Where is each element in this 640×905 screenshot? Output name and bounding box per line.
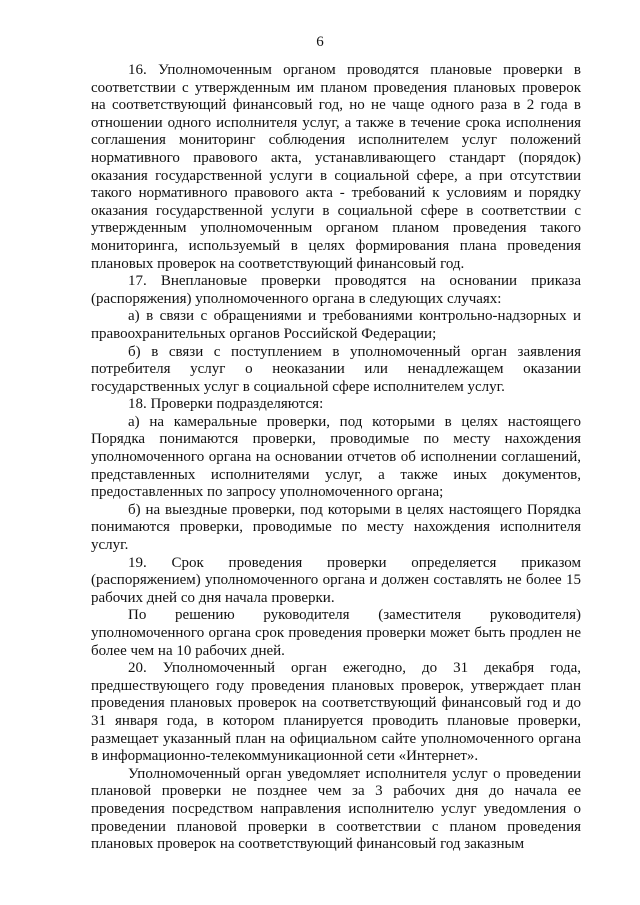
paragraph-17-a: а) в связи с обращениями и требованиями контрольно-надзорных и правоохранительных органов Российской Федерации;: [91, 308, 581, 342]
paragraph-18-a: а) на камеральные проверки, под которыми в целях настоящего Порядка понимаются проверки, проводимые по месту нахождения уполномоченного органа на основании отчетов об исполнении соглашений, представленных исполнителями услуг, а также иных документов, предоставленных по запросу уполномоченного органа;: [91, 413, 581, 501]
paragraph-19-extension: По решению руководителя (заместителя руководителя) уполномоченного органа срок проведения проверки может быть продлен не более чем на 10 рабочих дней.: [91, 607, 581, 659]
paragraph-16: 16. Уполномоченным органом проводятся плановые проверки в соответствии с утвержденным им планом проведения плановых проверок на соответствующий финансовый год, но не чаще одного раза в 2 года в отношении одного исполнителя услуг, а также в течение срока исполнения соглашения мониторинг соблюдения исполнителем услуг положений нормативного правового акта, устанавливающего стандарт (порядок) оказания государственной услуги в социальной сфере, а при отсутствии такого нормативного правового акта - требований к условиям и порядку оказания государственной услуги в социальной сфере в соответствии с утвержденным уполномоченным органом планом проведения такого мониторинга, используемый в целях формирования плана проведения плановых проверок на соответствующий финансовый год.: [91, 62, 581, 272]
document-body: [91, 62, 581, 854]
paragraph-19: 19. Срок проведения проверки определяется приказом (распоряжением) уполномоченного органа и должен составлять не более 15 рабочих дней со дня начала проверки.: [91, 554, 581, 606]
paragraph-17-b: б) в связи с поступлением в уполномоченный орган заявления потребителя услуг о неоказании или ненадлежащем оказании государственных услуг в социальной сфере исполнителем услуг.: [91, 343, 581, 395]
paragraph-17: 17. Внеплановые проверки проводятся на основании приказа (распоряжения) уполномоченного органа в следующих случаях:: [91, 273, 581, 307]
paragraph-18-b: б) на выездные проверки, под которыми в целях настоящего Порядка понимаются проверки, проводимые по месту нахождения исполнителя услуг.: [91, 501, 581, 554]
page-number: 6: [316, 34, 324, 50]
paragraph-20-notification: Уполномоченный орган уведомляет исполнителя услуг о проведении плановой проверки не позднее чем за 3 рабочих дня до начала ее проведения посредством направления исполнителю услуг уведомления о проведении плановой проверки в соответствии с планом проведения плановых проверок на соответствующий финансовый год заказным: [91, 765, 581, 853]
paragraph-18: 18. Проверки подразделяются:: [128, 396, 324, 413]
paragraph-20: 20. Уполномоченный орган ежегодно, до 31 декабря года, предшествующего году проведения плановых проверок, утверждает план проведения плановых проверок на соответствующий финансовый год и до 31 января года, в котором планируется проводить плановые проверки, размещает указанный план на официальном сайте уполномоченного органа в информационно-телекоммуникационной сети «Интернет».: [91, 660, 581, 765]
